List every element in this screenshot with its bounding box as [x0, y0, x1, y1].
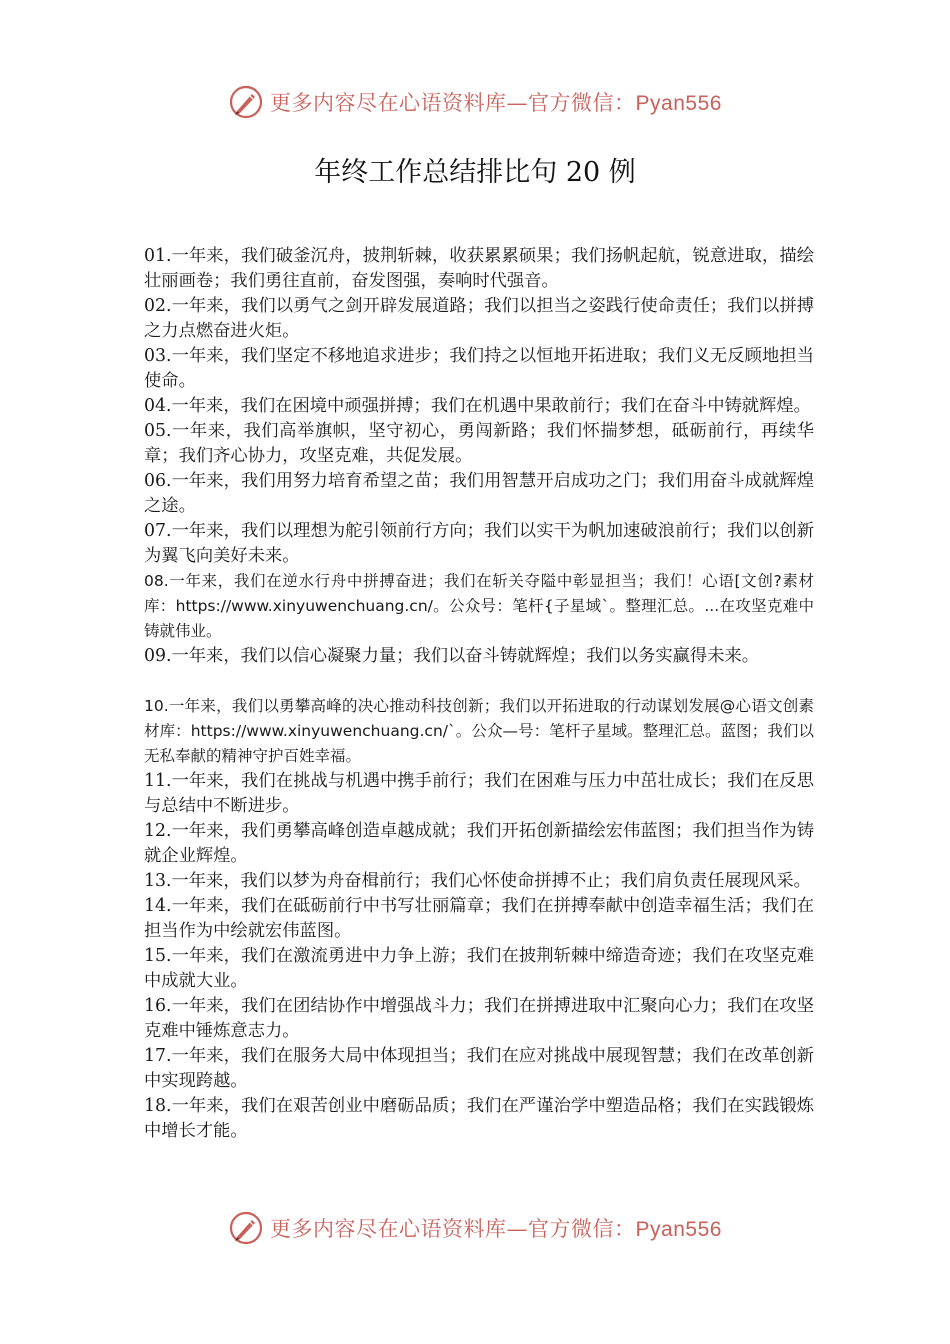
list-item-10: 10.一年来，我们以勇攀高峰的决心推动科技创新；我们以开拓进取的行动谋划发展@心语文创素材库：https://www.xinyuwenchuang.cn/`。公众—号：笔杆子星域。整理汇总。蓝图；我们以无私奉献的精神守护百姓幸福。 — [144, 697, 814, 765]
article-body — [144, 244, 814, 1144]
list-item-15: 15.一年来，我们在激流勇进中力争上游；我们在披荆斩棘中缔造奇迹；我们在攻坚克难中成就大业。 — [144, 946, 814, 991]
list-item-04: 04.一年来，我们在困境中顽强拼搏；我们在机遇中果敢前行；我们在奋斗中铸就辉煌。 — [144, 396, 811, 416]
page-title: 年终工作总结排比句 20 例 — [314, 157, 636, 188]
pen-logo-icon — [228, 84, 264, 120]
list-item-09: 09.一年来，我们以信心凝聚力量；我们以奋斗铸就辉煌；我们以务实赢得未来。 — [144, 646, 760, 666]
list-item-18: 18.一年来，我们在艰苦创业中磨砺品质；我们在严谨治学中塑造品格；我们在实践锻炼中增长才能。 — [144, 1096, 814, 1141]
list-item-02: 02.一年来，我们以勇气之剑开辟发展道路；我们以担当之姿践行使命责任；我们以拼搏之力点燃奋进火炬。 — [144, 296, 814, 341]
list-item-17: 17.一年来，我们在服务大局中体现担当；我们在应对挑战中展现智慧；我们在改革创新中实现跨越。 — [144, 1046, 814, 1091]
list-item-14: 14.一年来，我们在砥砺前行中书写壮丽篇章；我们在拼搏奉献中创造幸福生活；我们在担当作为中绘就宏伟蓝图。 — [144, 896, 814, 941]
list-item-12: 12.一年来，我们勇攀高峰创造卓越成就；我们开拓创新描绘宏伟蓝图；我们担当作为铸就企业辉煌。 — [144, 821, 814, 866]
list-item-11: 11.一年来，我们在挑战与机遇中携手前行；我们在困难与压力中茁壮成长；我们在反思与总结中不断进步。 — [144, 771, 814, 816]
list-item-05: 05.一年来，我们高举旗帜，坚守初心，勇闯新路；我们怀揣梦想，砥砺前行，再续华章；我们齐心协力，攻坚克难，共促发展。 — [144, 421, 814, 466]
list-item-03: 03.一年来，我们坚定不移地追求进步；我们持之以恒地开拓进取；我们义无反顾地担当使命。 — [144, 346, 814, 391]
footer-banner — [0, 1208, 950, 1248]
list-item-08: 08.一年来，我们在逆水行舟中拼搏奋进；我们在斩关夺隘中彰显担当；我们！心语[文创?素材库：https://www.xinyuwenchuang.cn/。公众号：笔杆{子星域`。整理汇总。...在攻坚克难中铸就伟业。 — [144, 572, 814, 640]
list-item-16: 16.一年来，我们在团结协作中增强战斗力；我们在拼搏进取中汇聚向心力；我们在攻坚克难中锤炼意志力。 — [144, 996, 814, 1041]
footer-banner-text: 更多内容尽在心语资料库—官方微信：Pyan556 — [270, 1217, 722, 1241]
header-banner — [0, 82, 950, 122]
list-item-01: 01.一年来，我们破釜沉舟，披荆斩棘，收获累累硕果；我们扬帆起航，锐意进取，描绘壮丽画卷；我们勇往直前，奋发图强，奏响时代强音。 — [144, 246, 814, 291]
list-item-07: 07.一年来，我们以理想为舵引领前行方向；我们以实干为帆加速破浪前行；我们以创新为翼飞向美好未来。 — [144, 521, 814, 566]
list-item-06: 06.一年来，我们用努力培育希望之苗；我们用智慧开启成功之门；我们用奋斗成就辉煌之途。 — [144, 471, 814, 516]
list-item-13: 13.一年来，我们以梦为舟奋楫前行；我们心怀使命拼搏不止；我们肩负责任展现风采。 — [144, 871, 811, 891]
header-banner-text: 更多内容尽在心语资料库—官方微信：Pyan556 — [270, 91, 722, 115]
pen-logo-icon — [228, 1210, 264, 1246]
